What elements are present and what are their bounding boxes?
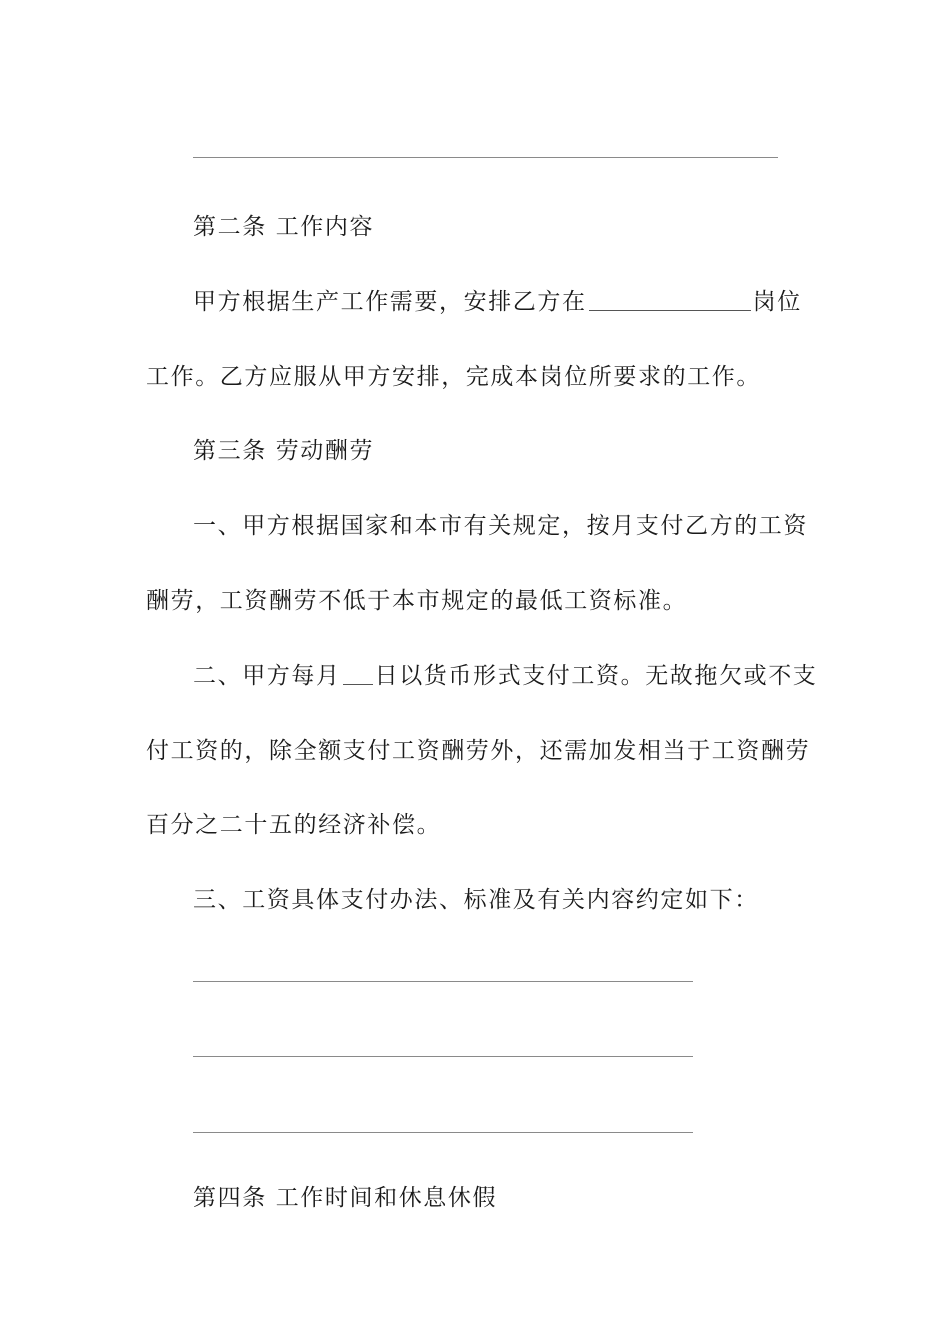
article-3-item-3: 三、工资具体支付办法、标准及有关内容约定如下： — [193, 887, 759, 913]
article-3-item-2-line-2: 付工资的，除全额支付工资酬劳外，还需加发相当于工资酬劳 — [146, 738, 811, 764]
wage-terms-fill-line-1 — [193, 981, 693, 982]
article-3-item-2-prefix: 二、甲方每月 — [193, 663, 341, 689]
payday-blank[interactable] — [343, 683, 373, 685]
wage-terms-fill-line-3 — [193, 1132, 693, 1133]
article-3-heading: 第三条 劳动酬劳 — [193, 438, 375, 464]
top-fill-line — [193, 157, 778, 158]
article-3-item-2-line-1 — [193, 661, 817, 691]
position-blank[interactable] — [589, 309, 751, 311]
article-2-line-2: 工作。乙方应服从甲方安排，完成本岗位所要求的工作。 — [146, 364, 761, 390]
article-3-item-2-suffix: 日以货币形式支付工资。无故拖欠或不支 — [374, 663, 818, 689]
article-3-item-1-line-1: 一、甲方根据国家和本市有关规定，按月支付乙方的工资 — [193, 513, 808, 539]
article-2-heading: 第二条 工作内容 — [193, 214, 375, 240]
article-3-item-1-line-2: 酬劳，工资酬劳不低于本市规定的最低工资标准。 — [146, 588, 688, 614]
article-2-line-1-text: 甲方根据生产工作需要，安排乙方在 — [193, 289, 587, 315]
article-3-item-2-line-3: 百分之二十五的经济补偿。 — [146, 812, 442, 838]
article-2-line-1-suffix: 岗位 — [752, 289, 802, 315]
wage-terms-fill-line-2 — [193, 1056, 693, 1057]
article-4-heading: 第四条 工作时间和休息休假 — [193, 1185, 498, 1211]
article-2-line-1 — [193, 287, 802, 317]
